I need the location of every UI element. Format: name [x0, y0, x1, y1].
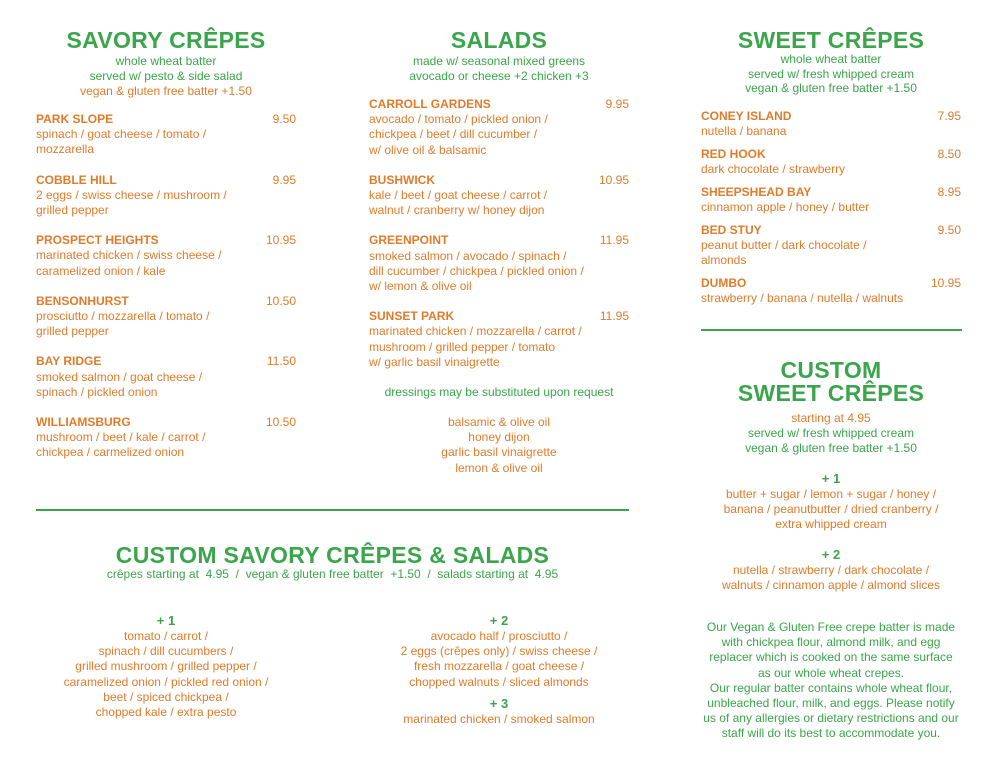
sweet-section: [701, 28, 961, 96]
menu-item: [701, 223, 961, 269]
item-name: DUMBO: [701, 276, 747, 291]
topping-line: caramelized onion / pickled red onion /: [63, 674, 269, 689]
item-name: PARK SLOPE: [36, 112, 114, 126]
item-name: WILLIAMSBURG: [36, 415, 131, 430]
item-price: 7.95: [937, 109, 961, 123]
custom-savory-plus2-label: + 2: [489, 613, 509, 628]
dressing-option: balsamic & olive oil: [447, 415, 551, 429]
custom-sweet-sub3: vegan & gluten free batter +1.50: [745, 441, 917, 455]
custom-savory-plus1-label: + 1: [156, 613, 176, 628]
item-price: 11.95: [599, 233, 629, 248]
custom-sweet-title2: SWEET CRÊPES: [737, 380, 925, 406]
item-name: SUNSET PARK: [369, 309, 455, 324]
item-description: nutella / banana: [701, 124, 787, 139]
sweet-sub2: served w/ fresh whipped cream: [747, 66, 915, 81]
sweet-items: [701, 109, 961, 307]
menu-item: [36, 233, 296, 279]
topping-line: tomato / carrot /: [123, 629, 209, 643]
dressing-option: honey dijon: [468, 430, 530, 445]
salad-items: [369, 97, 629, 370]
note-line: Our Vegan & Gluten Free crepe batter is made: [706, 620, 956, 634]
item-name: GREENPOINT: [369, 233, 449, 248]
menu-item: [36, 294, 296, 340]
note-line: us of any allergies or dietary restrictions and our: [703, 711, 959, 726]
savory-title: SAVORY CRÊPES: [66, 27, 266, 53]
item-description: peanut butter / dark chocolate / almonds: [701, 238, 867, 268]
dressing-note: dressings may be substituted upon request: [384, 385, 614, 399]
item-description: marinated chicken / swiss cheese / caramelized onion / kale: [36, 248, 222, 278]
custom-sweet-title1: CUSTOM: [780, 357, 882, 383]
savory-sub3: vegan & gluten free batter +1.50: [80, 84, 252, 98]
item-name: BUSHWICK: [369, 172, 435, 187]
item-name: COBBLE HILL: [36, 172, 117, 187]
salads-title: SALADS: [450, 27, 548, 53]
salads-sub1: made w/ seasonal mixed greens: [412, 54, 586, 68]
custom-sweet-plus2-label: + 2: [821, 547, 841, 562]
topping-line: banana / peanutbutter / dried cranberry /: [723, 502, 939, 517]
item-name: BED STUY: [701, 223, 762, 237]
dressing-option: lemon & olive oil: [455, 460, 543, 475]
divider-left: [36, 509, 629, 511]
topping-line: 2 eggs (crêpes only) / swiss cheese /: [400, 644, 598, 659]
savory-sub2: served w/ pesto & side salad: [89, 69, 243, 83]
note-line: unbleached flour, milk, and eggs. Please notify: [707, 696, 955, 711]
item-description: 2 eggs / swiss cheese / mushroom / grilled pepper: [36, 187, 227, 218]
note-line: as our whole wheat crepes.: [757, 665, 905, 680]
sweet-sub1: whole wheat batter: [780, 52, 882, 66]
item-description: cinnamon apple / honey / butter: [701, 200, 870, 215]
item-name: SHEEPSHEAD BAY: [701, 185, 812, 199]
menu-item: [701, 276, 961, 306]
item-price: 11.95: [599, 309, 629, 324]
item-price: 11.50: [266, 354, 296, 369]
custom-sweet-plus1-label: + 1: [821, 471, 841, 486]
custom-savory-plus3-list: [369, 712, 629, 727]
custom-savory-plus3-label: + 3: [489, 696, 509, 711]
topping-line: grilled mushroom / grilled pepper /: [75, 659, 257, 674]
item-price: 9.50: [272, 112, 296, 126]
divider-right: [701, 329, 962, 331]
sweet-sub3: vegan & gluten free batter +1.50: [745, 81, 917, 95]
item-name: BENSONHURST: [36, 293, 129, 308]
menu-item: [36, 415, 296, 461]
topping-line: chopped walnuts / sliced almonds: [409, 674, 589, 689]
item-description: smoked salmon / goat cheese / spinach / pickled onion: [36, 369, 203, 399]
item-name: CARROLL GARDENS: [369, 97, 491, 111]
note-line: Our regular batter contains whole wheat flour,: [709, 680, 953, 695]
item-description: prosciutto / mozzarella / tomato / grilled pepper: [36, 309, 210, 339]
menu-item: [369, 97, 629, 158]
topping-line: chopped kale / extra pesto: [95, 705, 237, 720]
custom-sweet-plus2-list: [701, 563, 961, 593]
allergy-note: [688, 620, 974, 742]
item-price: 8.50: [937, 147, 961, 161]
custom-savory-plus1-list: [36, 629, 296, 720]
item-price: 9.50: [937, 223, 961, 237]
item-description: avocado / tomato / pickled onion / chickpea / beet / dill cucumber / w/ olive oil & balsamic: [369, 112, 548, 157]
sweet-title: SWEET CRÊPES: [737, 27, 925, 53]
item-price: 10.95: [265, 233, 296, 248]
item-name: CONEY ISLAND: [701, 109, 792, 123]
item-price: 10.95: [598, 172, 629, 187]
menu-item: [36, 112, 296, 158]
menu-item: [369, 173, 629, 219]
item-description: strawberry / banana / nutella / walnuts: [701, 291, 904, 306]
topping-line: marinated chicken / smoked salmon: [403, 712, 595, 726]
custom-savory-title: CUSTOM SAVORY CRÊPES & SALADS: [115, 542, 550, 568]
salads-section: [369, 28, 629, 84]
item-price: 9.95: [272, 172, 296, 187]
note-line: with chickpea flour, almond milk, and egg: [721, 635, 941, 650]
menu-item: [369, 233, 629, 294]
topping-line: fresh mozzarella / goat cheese /: [413, 659, 585, 674]
item-description: dark chocolate / strawberry: [701, 162, 846, 177]
item-price: 9.95: [605, 97, 629, 111]
topping-line: avocado half / prosciutto /: [430, 629, 568, 643]
custom-sweet-section: [701, 358, 961, 456]
custom-sweet-sub1: starting at 4.95: [791, 411, 871, 425]
menu-item: [36, 354, 296, 400]
item-price: 8.95: [937, 185, 961, 199]
topping-line: spinach / dill cucumbers /: [98, 644, 234, 659]
dressing-list: [369, 415, 629, 476]
custom-savory-section: [36, 543, 629, 582]
item-name: RED HOOK: [701, 147, 766, 161]
savory-sub1: whole wheat batter: [115, 54, 217, 68]
item-name: BAY RIDGE: [36, 354, 102, 369]
custom-sweet-sub2: served w/ fresh whipped cream: [747, 426, 915, 440]
menu-item: [369, 309, 629, 370]
item-description: marinated chicken / mozzarella / carrot / mushroom / grilled pepper / tomato w/ garlic basil vinaigrette: [369, 324, 582, 369]
item-description: mushroom / beet / kale / carrot / chickpea / carmelized onion: [36, 430, 206, 460]
item-description: smoked salmon / avocado / spinach / dill cucumber / chickpea / pickled onion / w/ lemon & olive oil: [369, 248, 584, 294]
salads-sub2: avocado or cheese +2 chicken +3: [409, 69, 589, 83]
item-price: 10.50: [265, 293, 296, 308]
menu-item: [701, 185, 961, 215]
item-price: 10.95: [930, 276, 961, 291]
topping-line: nutella / strawberry / dark chocolate /: [732, 563, 930, 577]
dressing-option: garlic basil vinaigrette: [441, 445, 557, 460]
topping-line: butter + sugar / lemon + sugar / honey /: [725, 487, 937, 501]
topping-line: extra whipped cream: [775, 517, 887, 532]
custom-sweet-plus1-list: [701, 487, 961, 533]
custom-savory-sub: crêpes starting at 4.95 / vegan & gluten free batter +1.50 / salads starting at 4.95: [106, 567, 559, 581]
note-line: staff will do its best to accommodate you.: [721, 726, 941, 741]
menu-item: [701, 109, 961, 139]
item-description: spinach / goat cheese / tomato / mozzarella: [36, 127, 207, 157]
custom-savory-plus2-list: [369, 629, 629, 690]
menu-item: [36, 173, 296, 219]
topping-line: walnuts / cinnamon apple / almond slices: [721, 578, 941, 593]
savory-items: [36, 112, 296, 461]
item-price: 10.50: [265, 415, 296, 430]
item-name: PROSPECT HEIGHTS: [36, 233, 159, 248]
topping-line: beet / spiced chickpea /: [103, 689, 229, 704]
menu-item: [701, 147, 961, 177]
item-description: kale / beet / goat cheese / carrot / walnut / cranberry w/ honey dijon: [369, 188, 548, 218]
savory-section: [36, 28, 296, 99]
note-line: replacer which is cooked on the same surface: [709, 650, 953, 665]
